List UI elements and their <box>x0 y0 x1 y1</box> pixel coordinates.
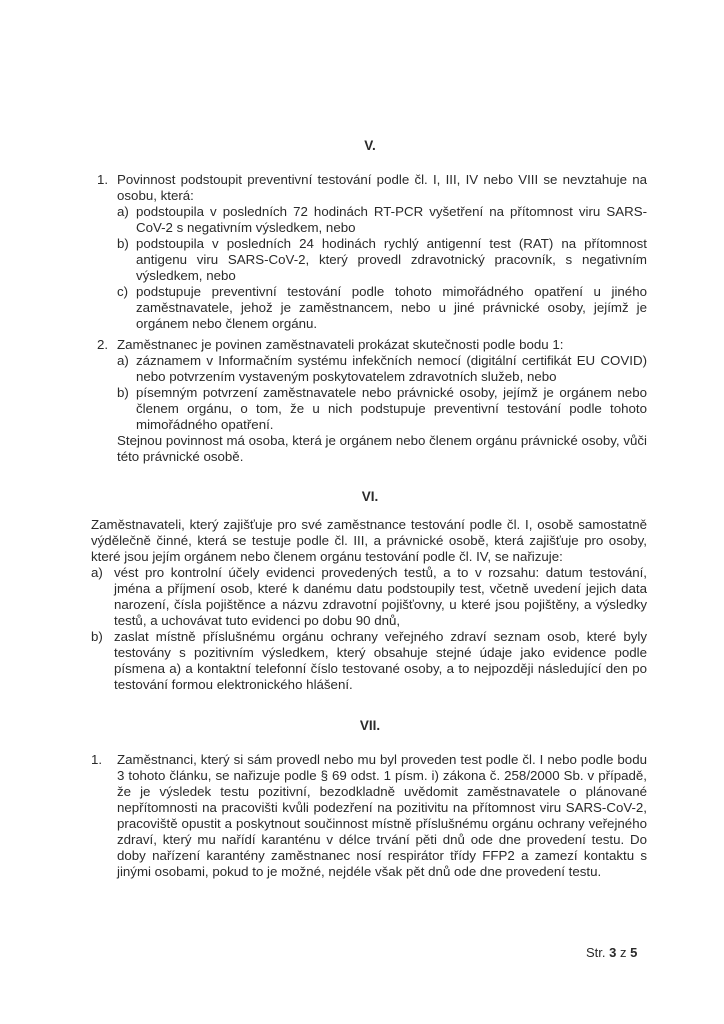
item-text: Povinnost podstoupit preventivní testování podle čl. I, III, IV nebo VIII se nevztahuje na osobu, která: <box>117 172 647 203</box>
sub-item-b <box>91 629 647 693</box>
section-vii-item-1 <box>91 752 647 880</box>
sub-list <box>117 353 647 433</box>
sub-item-c <box>117 284 647 332</box>
item-number: 1. <box>91 752 103 767</box>
sub-item-mark: a) <box>91 565 103 580</box>
section-vi-intro: Zaměstnavateli, který zajišťuje pro své zaměstnance testování podle čl. I, osobě samostatně výdělečně činné, která se testuje podle čl. III, a právnické osobě, která zajišťuje pro osoby, které jsou jejím orgánem nebo členem orgánu testování podle čl. IV, se nařizuje: <box>91 517 647 564</box>
sub-item-text: zaslat místně příslušnému orgánu ochrany veřejného zdraví seznam osob, které byly testovány s pozitivním výsledkem, který obsahuje stejné údaje jako evidence podle písmena a) a kontaktní telefonní číslo testované osoby, a to nejpozději následující den po testování formou elektronického hlášení. <box>114 629 647 692</box>
sub-item-mark: b) <box>91 629 103 644</box>
page-number-sep: z <box>620 945 627 960</box>
page-number <box>586 945 637 960</box>
section-heading-v: V. <box>364 138 376 153</box>
sub-list <box>91 565 647 693</box>
sub-item-a <box>117 353 647 385</box>
sub-list <box>117 204 647 332</box>
item-text: Zaměstnanci, který si sám provedl nebo mu byl proveden test podle čl. I nebo podle bodu 3 tohoto článku, se nařizuje podle § 69 odst. 1 písm. i) zákona č. 258/2000 Sb. v případě, že je výsledek testu pozitivní, bezodkladně uvědomit zaměstnavatele o plánované nepřítomnosti na pracovišti kvůli podezření na pozitivitu na přítomnost viru SARS-CoV-2, pracoviště opustit a poskytnout součinnost místně příslušnému orgánu ochrany veřejného zdraví, který mu nařídí karanténu v délce trvání pěti dnů ode dne provedení testu. Do doby nařízení karantény zaměstnanec nosí respirátor třídy FFP2 a zamezí kontaktu s jinými osobami, pokud to je možné, nejdéle však pět dnů ode dne provedení testu. <box>117 752 647 879</box>
sub-item-text: podstupuje preventivní testování podle tohoto mimořádného opatření u jiného zaměstnavatele, jehož je zaměstnancem, nebo u jiné právnické osoby, jejímž je orgánem nebo členem orgánu. <box>136 284 647 331</box>
sub-item-text: písemným potvrzení zaměstnavatele nebo právnické osoby, jejímž je orgánem nebo členem orgánu, o tom, že u nich podstupuje preventivní testování podle tohoto mimořádného opatření. <box>136 385 647 432</box>
sub-item-mark: b) <box>117 236 129 251</box>
item-number: 2. <box>97 337 109 352</box>
sub-item-mark: a) <box>117 204 129 219</box>
section-v-item-2 <box>97 337 647 465</box>
section-vi-body <box>91 517 647 693</box>
page-number-total: 5 <box>630 945 638 960</box>
item-closing-text: Stejnou povinnost má osoba, která je orgánem nebo členem orgánu právnické osoby, vůči této právnické osobě. <box>117 433 647 464</box>
sub-item-a <box>117 204 647 236</box>
item-text: Zaměstnanec je povinen zaměstnavateli prokázat skutečnosti podle bodu 1: <box>117 337 564 352</box>
item-number: 1. <box>97 172 109 187</box>
sub-item-a <box>91 565 647 629</box>
sub-item-mark: c) <box>117 284 129 299</box>
sub-item-text: podstoupila v posledních 72 hodinách RT-PCR vyšetření na přítomnost viru SARS-CoV-2 s negativním výsledkem, nebo <box>136 204 647 235</box>
sub-item-b <box>117 385 647 433</box>
sub-item-b <box>117 236 647 284</box>
sub-item-mark: a) <box>117 353 129 368</box>
sub-item-mark: b) <box>117 385 129 400</box>
section-v-item-1 <box>97 172 647 332</box>
section-heading-vi: VI. <box>361 489 379 504</box>
sub-item-text: vést pro kontrolní účely evidenci provedených testů, a to v rozsahu: datum testování, jména a příjmení osob, které k danému datu podstoupily test, včetně uvedení jejich data narození, čísla pojištěnce a názvu zdravotní pojišťovny, u které jsou pojištěny, a výsledky testů, a uchovávat tuto evidenci po dobu 90 dnů, <box>114 565 647 628</box>
sub-item-text: záznamem v Informačním systému infekčních nemocí (digitální certifikát EU COVID) nebo potvrzením vystaveným poskytovatelem zdravotních služeb, nebo <box>136 353 647 384</box>
sub-item-text: podstoupila v posledních 24 hodinách rychlý antigenní test (RAT) na přítomnost antigenu viru SARS-CoV-2, který provedl zdravotnický pracovník, s negativním výsledkem, nebo <box>136 236 647 283</box>
section-heading-vii: VII. <box>359 718 381 733</box>
page-number-current: 3 <box>609 945 617 960</box>
page-number-prefix: Str. <box>586 945 606 960</box>
